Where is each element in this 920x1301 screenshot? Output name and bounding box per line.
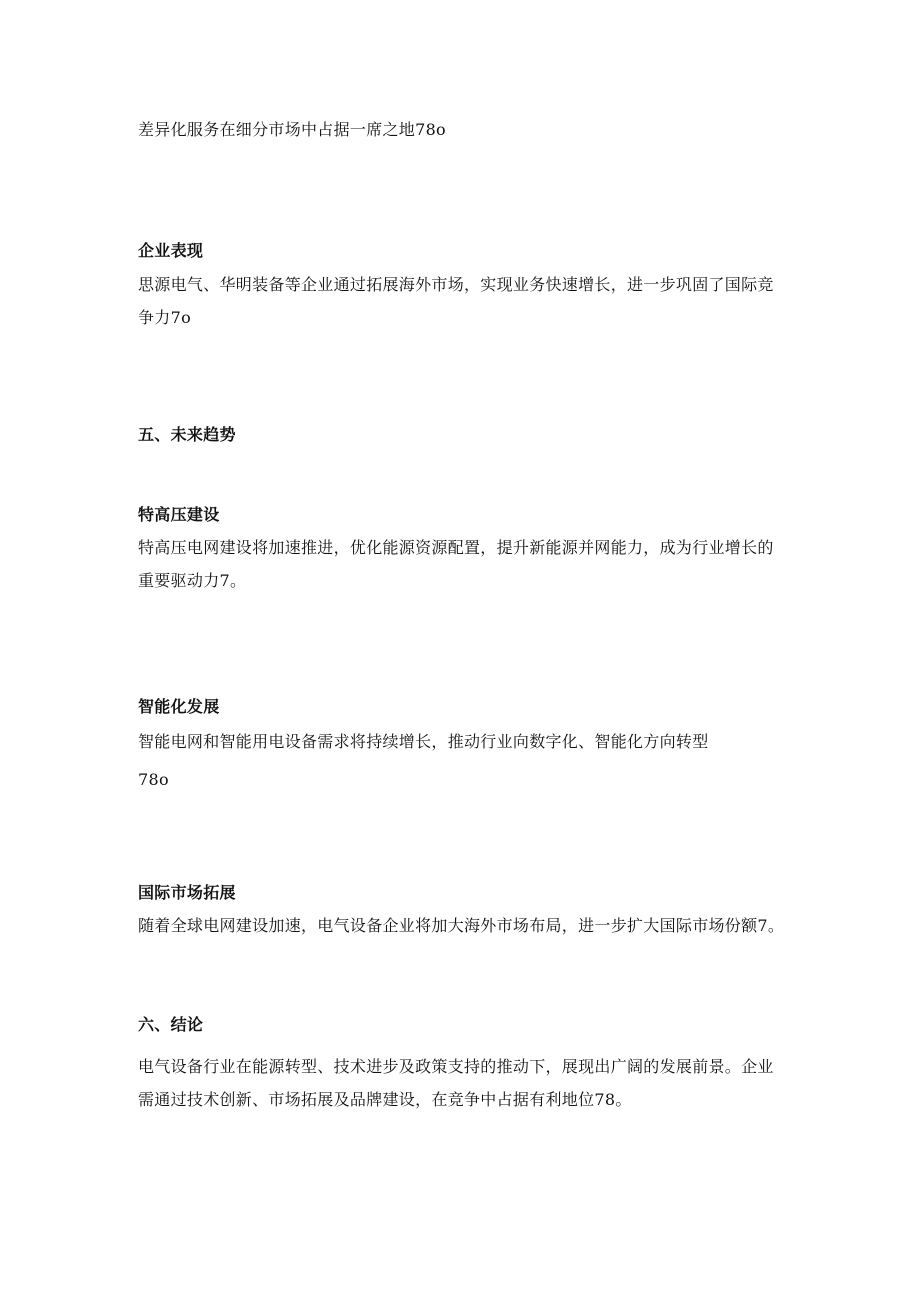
intro-tail-paragraph: 差异化服务在细分市场中占据一席之地78o bbox=[138, 120, 446, 139]
section-six-title: 六、结论 bbox=[138, 1015, 204, 1034]
smart-heading: 智能化发展 bbox=[138, 697, 220, 716]
smart-reference: 78o bbox=[138, 770, 169, 789]
uhv-heading: 特高压建设 bbox=[138, 505, 220, 524]
uhv-paragraph: 特高压电网建设将加速推进，优化能源资源配置，提升新能源并网能力，成为行业增长的重要驱动力7。 bbox=[138, 538, 774, 590]
conclusion-paragraph: 电气设备行业在能源转型、技术进步及政策支持的推动下，展现出广阔的发展前景。企业需通过技术创新、市场拓展及品牌建设，在竞争中占据有利地位78。 bbox=[138, 1057, 774, 1109]
company-performance-paragraph: 思源电气、华明装备等企业通过拓展海外市场，实现业务快速增长，进一步巩固了国际竞争力7o bbox=[138, 275, 774, 327]
smart-paragraph: 智能电网和智能用电设备需求将持续增长，推动行业向数字化、智能化方向转型 bbox=[138, 732, 709, 751]
company-performance-heading: 企业表现 bbox=[138, 241, 204, 260]
intl-paragraph: 随着全球电网建设加速，电气设备企业将加大海外市场布局，进一步扩大国际市场份额7。 bbox=[138, 916, 785, 935]
section-five-title: 五、未来趋势 bbox=[138, 425, 236, 444]
intl-heading: 国际市场拓展 bbox=[138, 883, 236, 902]
